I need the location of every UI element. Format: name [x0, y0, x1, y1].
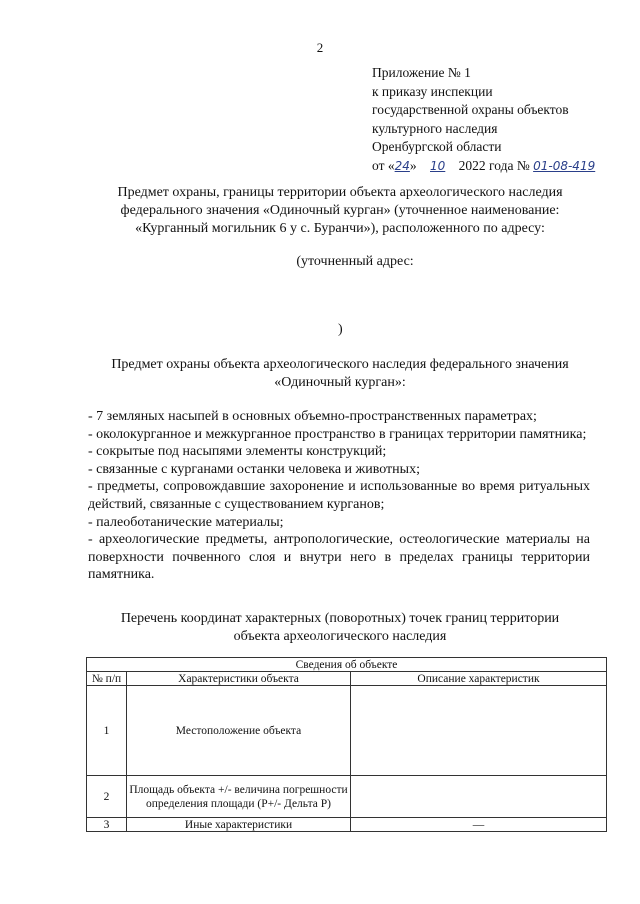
address-open: (уточненный адрес: — [296, 254, 414, 269]
subject-title-line: «Одиночный курган»: — [274, 375, 406, 390]
appendix-line: Оренбургской области — [372, 139, 502, 154]
list-item: - околокурганное и межкурганное пространство в границах территории памятника; — [88, 426, 587, 442]
year-text: 2022 года № — [458, 157, 530, 173]
list-item: - связанные с курганами останки человека и животных; — [88, 461, 420, 477]
handwritten-day: 24 — [394, 158, 410, 173]
table-row — [87, 776, 607, 818]
appendix-line: к приказу инспекции — [372, 83, 493, 99]
row-number: 1 — [87, 686, 127, 776]
title-line: Предмет охраны, границы территории объекта археологического наследия — [117, 185, 563, 200]
title-line: федерального значения «Одиночный курган» (уточненное наименование: — [120, 203, 560, 218]
table-row — [87, 686, 607, 776]
list-item: - предметы, сопровождавшие захоронение и использованные во время ритуальных действий, связанные с существованием курганов; — [88, 479, 590, 512]
handwritten-month: 10 — [430, 158, 446, 173]
list-item: - палеоботанические материалы; — [88, 514, 284, 530]
column-header: № п/п — [87, 672, 127, 686]
appendix-line: государственной охраны объектов — [372, 102, 569, 117]
appendix-line: культурного наследия — [372, 120, 498, 136]
appendix-block — [372, 64, 595, 175]
coordinates-title-line: Перечень координат характерных (поворотных) точек границ территории — [120, 611, 560, 626]
address-close: ) — [338, 322, 343, 337]
list-item: - сокрытые под насыпями элементы конструкций; — [88, 444, 387, 460]
coordinates-title-line: объекта археологического наследия — [233, 629, 447, 644]
row-description — [351, 686, 607, 776]
protection-items-list — [88, 408, 590, 584]
address-line — [0, 254, 640, 270]
appendix-line: Приложение № 1 — [372, 65, 471, 80]
coordinates-title — [80, 610, 600, 646]
table-caption: Сведения об объекте — [87, 658, 607, 672]
appendix-date-line — [372, 157, 595, 176]
row-description — [351, 776, 607, 818]
list-item: - 7 земляных насыпей в основных объемно-пространственных параметрах; — [88, 409, 537, 424]
row-characteristic: Иные характеристики — [127, 818, 351, 832]
row-number: 3 — [87, 818, 127, 832]
row-characteristic: Площадь объекта +/- величина погрешности определения площади (P+/- Дельта P) — [127, 776, 351, 818]
handwritten-number: 01-08-419 — [533, 158, 596, 173]
column-header: Описание характеристик — [351, 672, 607, 686]
protection-subject-title — [80, 356, 600, 392]
date-sep: » — [409, 157, 417, 173]
object-info-table — [86, 657, 607, 832]
list-item: - археологические предметы, антропологические, остеологические материалы на поверхности почвенного слоя и внутри него в пределах границы территории памятника. — [88, 532, 590, 583]
row-number: 2 — [87, 776, 127, 818]
page-number: 2 — [316, 40, 324, 55]
title-line: «Курганный могильник 6 у с. Буранчи»), расположенного по адресу: — [135, 221, 545, 236]
date-prefix: от « — [372, 157, 395, 173]
column-header: Характеристики объекта — [127, 672, 351, 686]
subject-title-line: Предмет охраны объекта археологического наследия федерального значения — [111, 357, 569, 372]
table-row — [87, 818, 607, 832]
row-description: — — [351, 818, 607, 832]
row-characteristic: Местоположение объекта — [127, 686, 351, 776]
document-title — [80, 184, 600, 238]
